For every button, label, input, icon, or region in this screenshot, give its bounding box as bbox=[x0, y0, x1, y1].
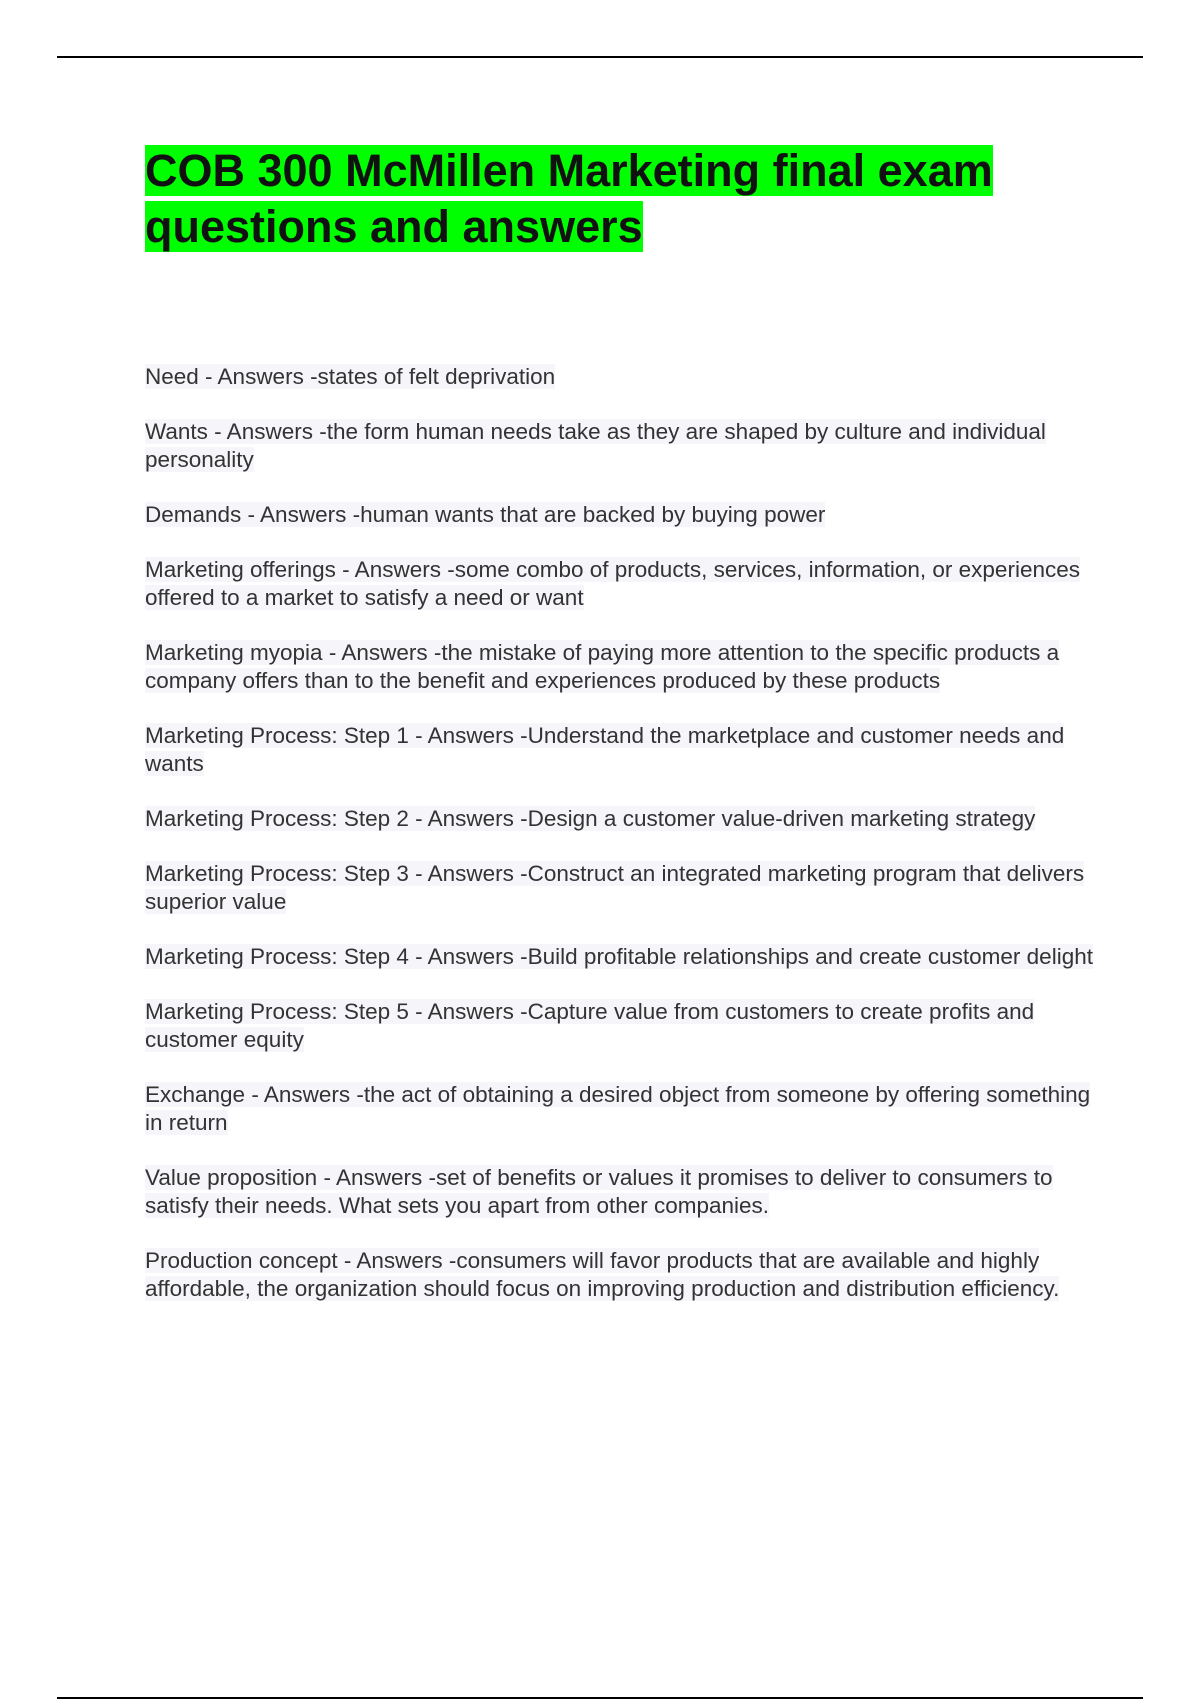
list-item bbox=[145, 943, 1095, 971]
list-item bbox=[145, 805, 1095, 833]
list-item bbox=[145, 1081, 1095, 1137]
list-item-text: Marketing Process: Step 5 - Answers -Capture value from customers to create profits and customer equity bbox=[145, 999, 1035, 1052]
list-item-text: Marketing Process: Step 1 - Answers -Understand the marketplace and customer needs and wants bbox=[145, 723, 1065, 776]
list-item-text: Value proposition - Answers -set of benefits or values it promises to deliver to consumers to satisfy their needs. What sets you apart from other companies. bbox=[145, 1165, 1053, 1218]
list-item-text: Need - Answers -states of felt deprivation bbox=[145, 364, 556, 389]
list-item-text: Marketing myopia - Answers -the mistake of paying more attention to the specific products a company offers than to the benefit and experiences produced by these products bbox=[145, 640, 1060, 693]
list-item bbox=[145, 1247, 1095, 1303]
list-item bbox=[145, 363, 1095, 391]
list-item-text: Wants - Answers -the form human needs take as they are shaped by culture and individual personality bbox=[145, 419, 1046, 472]
document-title-text: COB 300 McMillen Marketing final exam questions and answers bbox=[145, 145, 993, 252]
document-body bbox=[145, 143, 1095, 1301]
qa-list bbox=[145, 363, 1095, 1330]
list-item bbox=[145, 639, 1095, 695]
list-item-text: Marketing Process: Step 2 - Answers -Design a customer value-driven marketing strategy bbox=[145, 806, 1036, 831]
list-item-text: Marketing Process: Step 3 - Answers -Construct an integrated marketing program that delivers superior value bbox=[145, 861, 1085, 914]
document-title bbox=[145, 143, 1095, 255]
list-item-text: Demands - Answers -human wants that are backed by buying power bbox=[145, 502, 826, 527]
list-item bbox=[145, 998, 1095, 1054]
list-item bbox=[145, 501, 1095, 529]
list-item bbox=[145, 1164, 1095, 1220]
list-item bbox=[145, 418, 1095, 474]
bottom-rule bbox=[57, 1697, 1143, 1699]
list-item-text: Exchange - Answers -the act of obtaining a desired object from someone by offering something in return bbox=[145, 1082, 1091, 1135]
list-item bbox=[145, 722, 1095, 778]
list-item-text: Production concept - Answers -consumers will favor products that are available and highly affordable, the organization should focus on improving production and distribution efficiency. bbox=[145, 1248, 1060, 1301]
list-item-text: Marketing offerings - Answers -some combo of products, services, information, or experiences offered to a market to satisfy a need or want bbox=[145, 557, 1080, 610]
list-item-text: Marketing Process: Step 4 - Answers -Build profitable relationships and create customer delight bbox=[145, 944, 1093, 969]
list-item bbox=[145, 556, 1095, 612]
list-item bbox=[145, 860, 1095, 916]
top-rule bbox=[57, 56, 1143, 58]
